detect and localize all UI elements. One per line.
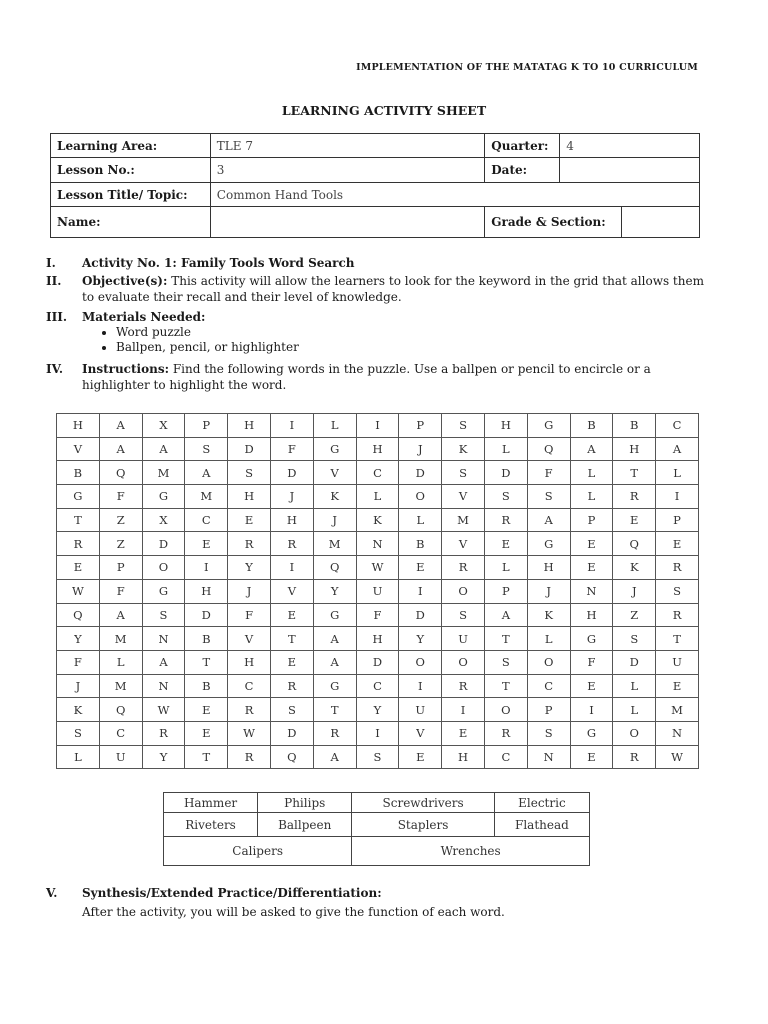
grid-cell[interactable]: Z [613,603,656,627]
grid-cell[interactable]: Q [613,532,656,556]
grid-cell[interactable]: O [613,721,656,745]
grid-cell[interactable]: C [99,721,142,745]
grid-cell[interactable]: I [270,414,313,438]
grid-cell[interactable]: I [399,674,442,698]
grid-cell[interactable]: U [442,627,485,651]
grid-cell[interactable]: N [356,532,399,556]
section-number: V. [46,886,58,900]
grid-cell[interactable]: L [570,485,613,509]
grid-row [57,556,699,580]
grid-cell[interactable]: W [57,579,100,603]
grid-cell[interactable]: J [527,579,570,603]
materials-block [82,309,711,355]
grid-cell[interactable]: T [484,674,527,698]
grid-cell[interactable]: Y [142,745,185,769]
grid-cell[interactable]: Z [99,508,142,532]
word-item: Staplers [352,813,495,837]
grid-cell[interactable]: I [399,579,442,603]
section-objectives [46,273,711,305]
grid-cell[interactable]: H [57,414,100,438]
grid-cell[interactable]: R [613,485,656,509]
grid-cell[interactable]: H [570,603,613,627]
grid-cell[interactable]: U [356,579,399,603]
section-number: IV. [46,362,64,376]
grid-cell[interactable]: S [142,603,185,627]
grid-cell[interactable]: K [527,603,570,627]
grid-cell[interactable]: U [399,698,442,722]
grid-cell[interactable]: R [613,745,656,769]
grid-cell[interactable]: A [527,508,570,532]
word-item: Screwdrivers [352,793,495,813]
grid-cell[interactable]: W [656,745,699,769]
grid-cell[interactable]: N [656,721,699,745]
grid-cell[interactable]: L [656,461,699,485]
grid-cell[interactable]: A [185,461,228,485]
grid-cell[interactable]: K [57,698,100,722]
grid-cell[interactable]: H [356,627,399,651]
grid-cell[interactable]: G [313,674,356,698]
grid-cell[interactable]: L [356,485,399,509]
grid-cell[interactable]: F [57,650,100,674]
grid-cell[interactable]: N [570,579,613,603]
synthesis-label: Synthesis/Extended Practice/Differentiation: [82,886,382,900]
grid-cell[interactable]: O [442,579,485,603]
grid-cell[interactable]: R [228,532,271,556]
grid-cell[interactable]: M [185,485,228,509]
grid-cell[interactable]: K [313,485,356,509]
grid-cell[interactable]: J [57,674,100,698]
grid-cell[interactable]: J [228,579,271,603]
grade-section-field[interactable] [622,207,700,238]
word-item: Electric [494,793,589,813]
grid-cell[interactable]: A [484,603,527,627]
section-synthesis [46,884,711,924]
grid-cell[interactable]: E [270,650,313,674]
grid-cell[interactable]: S [656,579,699,603]
grid-cell[interactable]: H [484,414,527,438]
grid-cell[interactable]: T [185,745,228,769]
grid-cell[interactable]: N [527,745,570,769]
grid-cell[interactable]: H [228,650,271,674]
grid-cell[interactable]: D [399,461,442,485]
grid-cell[interactable]: Y [399,627,442,651]
grid-cell[interactable]: L [484,437,527,461]
grid-cell[interactable]: E [399,556,442,580]
grid-row [57,745,699,769]
section-number: II. [46,274,62,288]
grid-cell[interactable]: T [656,627,699,651]
grid-cell[interactable]: P [527,698,570,722]
section-activity [46,255,711,271]
grid-cell[interactable]: R [442,556,485,580]
grade-section-label: Grade & Section: [485,207,622,238]
grid-cell[interactable]: S [527,721,570,745]
date-field[interactable] [560,158,700,183]
grid-cell[interactable]: T [484,627,527,651]
word-item: Wrenches [352,837,590,866]
synthesis-text: After the activity, you will be asked to give the function of each word. [82,905,505,919]
grid-cell[interactable]: A [313,745,356,769]
grid-cell[interactable]: E [613,508,656,532]
grid-cell[interactable]: R [228,745,271,769]
grid-cell[interactable]: L [570,461,613,485]
grid-cell[interactable]: O [442,650,485,674]
grid-cell[interactable]: L [613,698,656,722]
grid-cell[interactable]: P [399,414,442,438]
grid-cell[interactable]: V [228,627,271,651]
grid-cell[interactable]: F [270,437,313,461]
grid-cell[interactable]: A [656,437,699,461]
grid-cell[interactable]: T [313,698,356,722]
grid-cell[interactable]: Q [99,461,142,485]
grid-cell[interactable]: E [57,556,100,580]
grid-cell[interactable]: V [57,437,100,461]
grid-cell[interactable]: R [57,532,100,556]
grid-row [57,485,699,509]
grid-cell[interactable]: F [99,579,142,603]
grid-cell[interactable]: B [57,461,100,485]
grid-cell[interactable]: E [185,532,228,556]
grid-cell[interactable]: S [442,414,485,438]
instructions-label: Instructions: [82,362,170,376]
grid-cell[interactable]: O [399,485,442,509]
word-item: Riveters [164,813,258,837]
grid-cell[interactable]: D [142,532,185,556]
grid-cell[interactable]: P [99,556,142,580]
grid-cell[interactable]: R [270,674,313,698]
grid-cell[interactable]: A [99,437,142,461]
grid-cell[interactable]: R [270,532,313,556]
grid-cell[interactable]: D [270,461,313,485]
grid-cell[interactable]: V [270,579,313,603]
grid-cell[interactable]: M [656,698,699,722]
grid-cell[interactable]: G [313,437,356,461]
grid-cell[interactable]: O [399,650,442,674]
curriculum-header: IMPLEMENTATION OF THE MATATAG K TO 10 CURRICULUM [356,62,698,73]
grid-cell[interactable]: G [527,414,570,438]
grid-row [57,414,699,438]
grid-cell[interactable]: W [142,698,185,722]
grid-cell[interactable]: G [142,485,185,509]
grid-cell[interactable]: D [613,650,656,674]
quarter-value: 4 [560,134,700,158]
activity-title: Activity No. 1: Family Tools Word Search [82,256,355,270]
grid-cell[interactable]: M [99,627,142,651]
lesson-no-value: 3 [210,158,484,183]
name-field[interactable] [210,207,484,238]
grid-cell[interactable]: S [527,485,570,509]
grid-cell[interactable]: O [142,556,185,580]
grid-cell[interactable]: Y [313,579,356,603]
grid-cell[interactable]: R [142,721,185,745]
grid-cell[interactable]: H [356,437,399,461]
grid-cell[interactable]: G [570,627,613,651]
grid-cell[interactable]: D [185,603,228,627]
grid-cell[interactable]: M [313,532,356,556]
grid-cell[interactable]: W [356,556,399,580]
grid-cell[interactable]: R [228,698,271,722]
grid-cell[interactable]: M [99,674,142,698]
grid-cell[interactable]: J [613,579,656,603]
grid-cell[interactable]: Q [270,745,313,769]
grid-cell[interactable]: I [356,414,399,438]
section-materials [46,309,711,355]
synthesis-block [82,884,711,922]
grid-cell[interactable]: P [484,579,527,603]
grid-row [57,532,699,556]
synthesis-row [46,884,711,922]
grid-cell[interactable]: H [228,485,271,509]
grid-cell[interactable]: K [613,556,656,580]
list-item: • Ballpen, pencil, or highlighter [116,340,711,355]
grid-cell[interactable]: S [228,461,271,485]
grid-cell[interactable]: C [656,414,699,438]
grid-cell[interactable]: X [142,414,185,438]
grid-cell[interactable]: P [570,508,613,532]
grid-cell[interactable]: M [142,461,185,485]
grid-cell[interactable]: C [484,745,527,769]
activity-sections [46,255,711,395]
grid-cell[interactable]: L [313,414,356,438]
sheet-title: LEARNING ACTIVITY SHEET [281,103,487,118]
grid-cell[interactable]: U [656,650,699,674]
date-label: Date: [485,158,560,183]
grid-cell[interactable]: S [484,650,527,674]
grid-row [57,627,699,651]
grid-cell[interactable]: R [484,721,527,745]
grid-cell[interactable]: F [99,485,142,509]
grid-cell[interactable]: S [57,721,100,745]
grid-cell[interactable]: N [142,627,185,651]
grid-cell[interactable]: E [270,603,313,627]
grid-cell[interactable]: N [142,674,185,698]
grid-cell[interactable]: E [442,721,485,745]
grid-cell[interactable]: C [356,674,399,698]
grid-cell[interactable]: C [185,508,228,532]
word-item: Flathead [494,813,589,837]
grid-cell[interactable]: Y [356,698,399,722]
grid-cell[interactable]: F [527,461,570,485]
grid-cell[interactable]: S [356,745,399,769]
grid-cell[interactable]: B [613,414,656,438]
grid-cell[interactable]: C [527,674,570,698]
grid-cell[interactable]: I [356,721,399,745]
grid-cell[interactable]: E [570,532,613,556]
grid-cell[interactable]: V [442,532,485,556]
learning-area-label: Learning Area: [51,134,211,158]
grid-cell[interactable]: E [570,556,613,580]
grid-cell[interactable]: F [570,650,613,674]
grid-cell[interactable]: L [399,508,442,532]
word-item: Hammer [164,793,258,813]
grid-cell[interactable]: E [228,508,271,532]
grid-cell[interactable]: J [399,437,442,461]
word-item: Philips [258,793,352,813]
grid-cell[interactable]: Z [99,532,142,556]
instructions-text [82,361,711,393]
grid-cell[interactable]: E [484,532,527,556]
section-number: III. [46,310,68,324]
grid-row [57,437,699,461]
word-search-grid [56,413,699,769]
grid-cell[interactable]: I [656,485,699,509]
grid-cell[interactable]: H [527,556,570,580]
grid-cell[interactable]: Y [228,556,271,580]
grid-cell[interactable]: H [228,414,271,438]
grid-cell[interactable]: V [442,485,485,509]
grid-cell[interactable]: D [399,603,442,627]
learning-area-value: TLE 7 [210,134,484,158]
word-item: Ballpeen [258,813,352,837]
grid-row [57,698,699,722]
grid-cell[interactable]: H [442,745,485,769]
grid-cell[interactable]: R [656,603,699,627]
grid-cell[interactable]: H [613,437,656,461]
grid-cell[interactable]: C [228,674,271,698]
grid-cell[interactable]: Y [57,627,100,651]
grid-cell[interactable]: A [313,627,356,651]
grid-cell[interactable]: C [356,461,399,485]
grid-cell[interactable]: T [613,461,656,485]
grid-cell[interactable]: D [484,461,527,485]
grid-cell[interactable]: F [356,603,399,627]
grid-cell[interactable]: S [613,627,656,651]
grid-cell[interactable]: F [228,603,271,627]
grid-cell[interactable]: T [57,508,100,532]
grid-cell[interactable]: S [442,603,485,627]
grid-cell[interactable]: H [270,508,313,532]
grid-cell[interactable]: A [313,650,356,674]
grid-cell[interactable]: P [185,414,228,438]
info-table [50,133,700,238]
materials-label: Materials Needed: [82,310,206,324]
grid-cell[interactable]: L [527,627,570,651]
name-label: Name: [51,207,211,238]
grid-cell[interactable]: S [484,485,527,509]
grid-cell[interactable]: I [185,556,228,580]
lesson-no-label: Lesson No.: [51,158,211,183]
list-item: • Word puzzle [116,325,711,340]
grid-cell[interactable]: G [142,579,185,603]
grid-cell[interactable]: P [656,508,699,532]
grid-cell[interactable]: A [99,414,142,438]
grid-cell[interactable]: V [313,461,356,485]
grid-cell[interactable]: D [270,721,313,745]
grid-cell[interactable]: X [142,508,185,532]
grid-cell[interactable]: B [570,414,613,438]
grid-cell[interactable]: L [57,745,100,769]
grid-cell[interactable]: S [270,698,313,722]
quarter-label: Quarter: [485,134,560,158]
instructions-body: Find the following words in the puzzle. Use a ballpen or pencil to encircle or a highlighter to highlight the word. [82,362,651,392]
materials-list [82,325,711,355]
grid-cell[interactable]: R [484,508,527,532]
grid-cell[interactable]: G [570,721,613,745]
grid-cell[interactable]: E [185,721,228,745]
grid-cell[interactable]: G [313,603,356,627]
grid-cell[interactable]: E [399,745,442,769]
grid-cell[interactable]: R [656,556,699,580]
section-instructions [46,361,711,393]
grid-cell[interactable]: A [142,650,185,674]
grid-cell[interactable]: V [399,721,442,745]
grid-cell[interactable]: E [656,674,699,698]
grid-cell[interactable]: R [442,674,485,698]
grid-cell[interactable]: S [185,437,228,461]
grid-cell[interactable]: L [99,650,142,674]
grid-cell[interactable]: G [527,532,570,556]
grid-cell[interactable]: Q [313,556,356,580]
section-number: I. [46,256,56,270]
grid-cell[interactable]: B [185,674,228,698]
grid-cell[interactable]: K [442,437,485,461]
grid-cell[interactable]: T [270,627,313,651]
grid-cell[interactable]: L [484,556,527,580]
grid-cell[interactable]: I [570,698,613,722]
objectives-label: Objective(s): [82,274,168,288]
lesson-title-value: Common Hand Tools [210,183,699,207]
grid-cell[interactable]: K [356,508,399,532]
grid-cell[interactable]: B [185,627,228,651]
grid-cell[interactable]: D [356,650,399,674]
grid-cell[interactable]: E [185,698,228,722]
grid-cell[interactable]: G [57,485,100,509]
grid-row [57,461,699,485]
grid-cell[interactable]: Q [99,698,142,722]
grid-cell[interactable]: R [313,721,356,745]
grid-cell[interactable]: J [270,485,313,509]
grid-cell[interactable]: I [270,556,313,580]
objectives-body: This activity will allow the learners to look for the keyword in the grid that allows them to evaluate their recall and their level of knowledge. [82,274,704,304]
word-item: Calipers [164,837,352,866]
grid-cell[interactable]: A [570,437,613,461]
grid-cell[interactable]: A [99,603,142,627]
grid-cell[interactable]: D [228,437,271,461]
grid-cell[interactable]: W [228,721,271,745]
grid-cell[interactable]: J [313,508,356,532]
grid-row [57,579,699,603]
grid-cell[interactable]: E [570,674,613,698]
grid-cell[interactable]: B [399,532,442,556]
grid-cell[interactable]: Q [57,603,100,627]
grid-cell[interactable]: Q [527,437,570,461]
grid-row [57,508,699,532]
grid-cell[interactable]: O [484,698,527,722]
grid-row [57,603,699,627]
grid-cell[interactable]: E [570,745,613,769]
grid-cell[interactable]: H [185,579,228,603]
word-list-table [163,792,590,866]
objectives-text [82,273,711,305]
grid-row [57,674,699,698]
grid-cell[interactable]: L [613,674,656,698]
grid-row [57,650,699,674]
grid-cell[interactable]: O [527,650,570,674]
grid-cell[interactable]: E [656,532,699,556]
grid-row [57,721,699,745]
grid-cell[interactable]: A [142,437,185,461]
grid-cell[interactable]: U [99,745,142,769]
lesson-title-label: Lesson Title/ Topic: [51,183,211,207]
grid-cell[interactable]: I [442,698,485,722]
grid-cell[interactable]: M [442,508,485,532]
grid-cell[interactable]: T [185,650,228,674]
grid-cell[interactable]: S [442,461,485,485]
